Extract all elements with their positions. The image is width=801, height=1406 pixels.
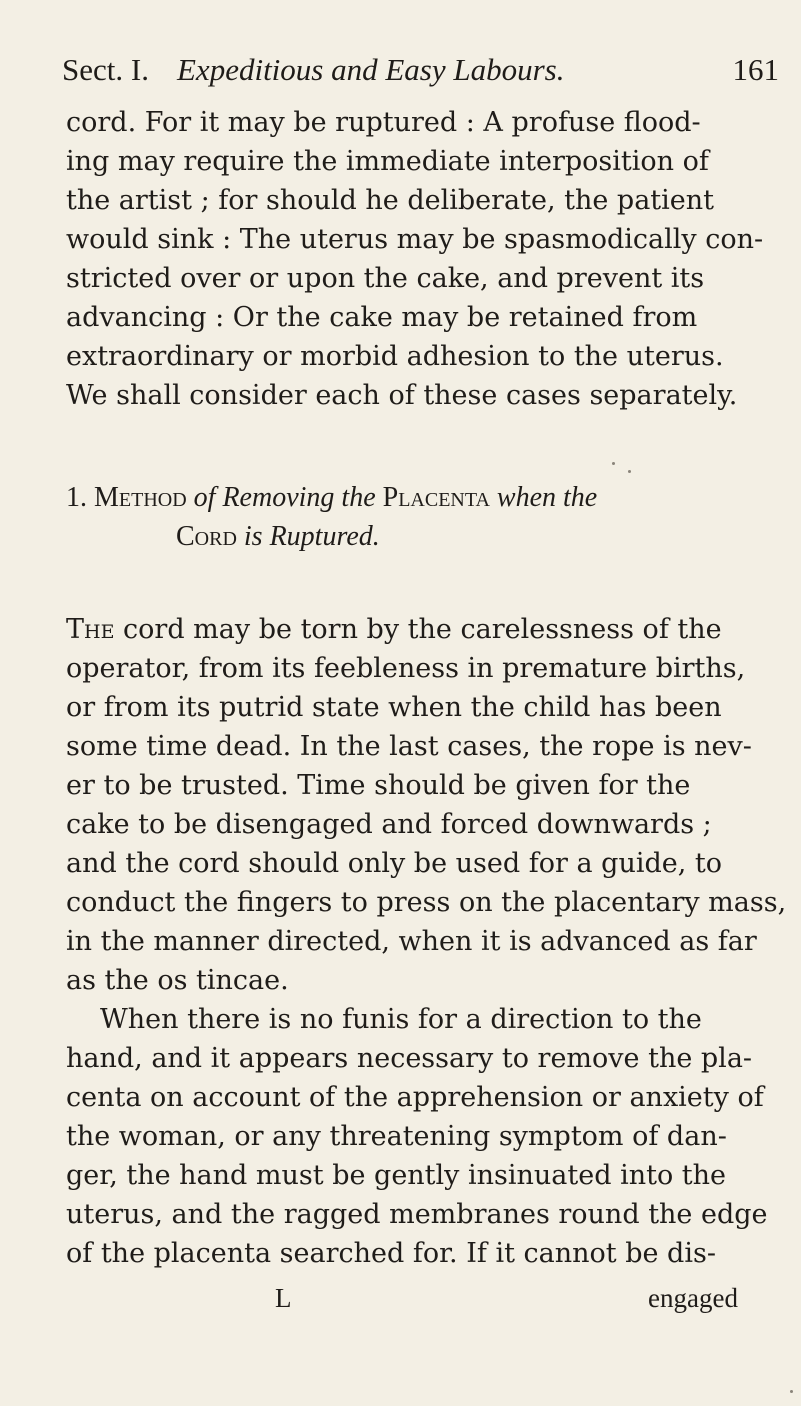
first-line-rest: cord may be torn by the carelessness of the bbox=[114, 614, 722, 645]
heading-placenta: Placenta bbox=[382, 482, 490, 513]
text-line: extraordinary or morbid adhesion to the uterus. bbox=[66, 341, 724, 372]
running-header bbox=[62, 52, 779, 96]
paper-speck bbox=[790, 1390, 793, 1393]
text-line: advancing : Or the cake may be retained from bbox=[66, 302, 698, 333]
text-line: ing may require the immediate interposition of bbox=[66, 146, 709, 177]
paper-speck bbox=[628, 470, 631, 473]
text-line: would sink : The uterus may be spasmodically con- bbox=[66, 224, 764, 255]
heading-number: 1. bbox=[66, 482, 87, 513]
signature-mark: L bbox=[275, 1283, 292, 1313]
drop-word: The bbox=[66, 614, 115, 645]
text-line: uterus, and the ragged membranes round the edge bbox=[66, 1199, 768, 1230]
text-line: operator, from its feebleness in premature births, bbox=[66, 653, 746, 684]
heading-line-2 bbox=[176, 519, 380, 555]
text-line: hand, and it appears necessary to remove the pla- bbox=[66, 1043, 753, 1074]
text-line: centa on account of the apprehension or anxiety of bbox=[66, 1082, 764, 1113]
catchword: engaged bbox=[648, 1283, 738, 1313]
text-line: cake to be disengaged and forced downwards ; bbox=[66, 809, 712, 840]
heading-cord: Cord bbox=[176, 521, 237, 552]
text-line: some time dead. In the last cases, the rope is nev- bbox=[66, 731, 752, 762]
page-number: 161 bbox=[732, 52, 779, 87]
header-section: Sect. I. bbox=[62, 52, 149, 87]
text-line: conduct the fingers to press on the placentary mass, bbox=[66, 887, 787, 918]
text-line: the artist ; for should he deliberate, the patient bbox=[66, 185, 715, 216]
text-line: in the manner directed, when it is advanced as far bbox=[66, 926, 757, 957]
text-line: as the os tincae. bbox=[66, 965, 289, 996]
text-line: ger, the hand must be gently insinuated into the bbox=[66, 1160, 727, 1191]
text-line: When there is no funis for a direction to the bbox=[100, 1004, 702, 1035]
text-line: the woman, or any threatening symptom of dan- bbox=[66, 1121, 727, 1152]
heading-removing: Removing the bbox=[222, 482, 376, 513]
text-line: of the placenta searched for. If it cannot be dis- bbox=[66, 1238, 716, 1269]
text-line: cord. For it may be ruptured : A profuse flood- bbox=[66, 107, 701, 138]
heading-line-1 bbox=[66, 480, 766, 516]
heading-when-the: when the bbox=[496, 482, 598, 513]
text-line: and the cord should only be used for a guide, to bbox=[66, 848, 723, 879]
heading-method: Method bbox=[94, 482, 187, 513]
text-line: or from its putrid state when the child has been bbox=[66, 692, 722, 723]
text-line bbox=[66, 612, 766, 648]
text-line: stricted over or upon the cake, and prevent its bbox=[66, 263, 705, 294]
text-line: We shall consider each of these cases separately. bbox=[66, 380, 738, 411]
text-line: er to be trusted. Time should be given for the bbox=[66, 770, 691, 801]
header-title: Expeditious and Easy Labours. bbox=[177, 52, 565, 87]
heading-of: of bbox=[193, 482, 216, 513]
heading-is-ruptured: is Ruptured. bbox=[243, 521, 380, 552]
paper-speck bbox=[612, 462, 615, 465]
